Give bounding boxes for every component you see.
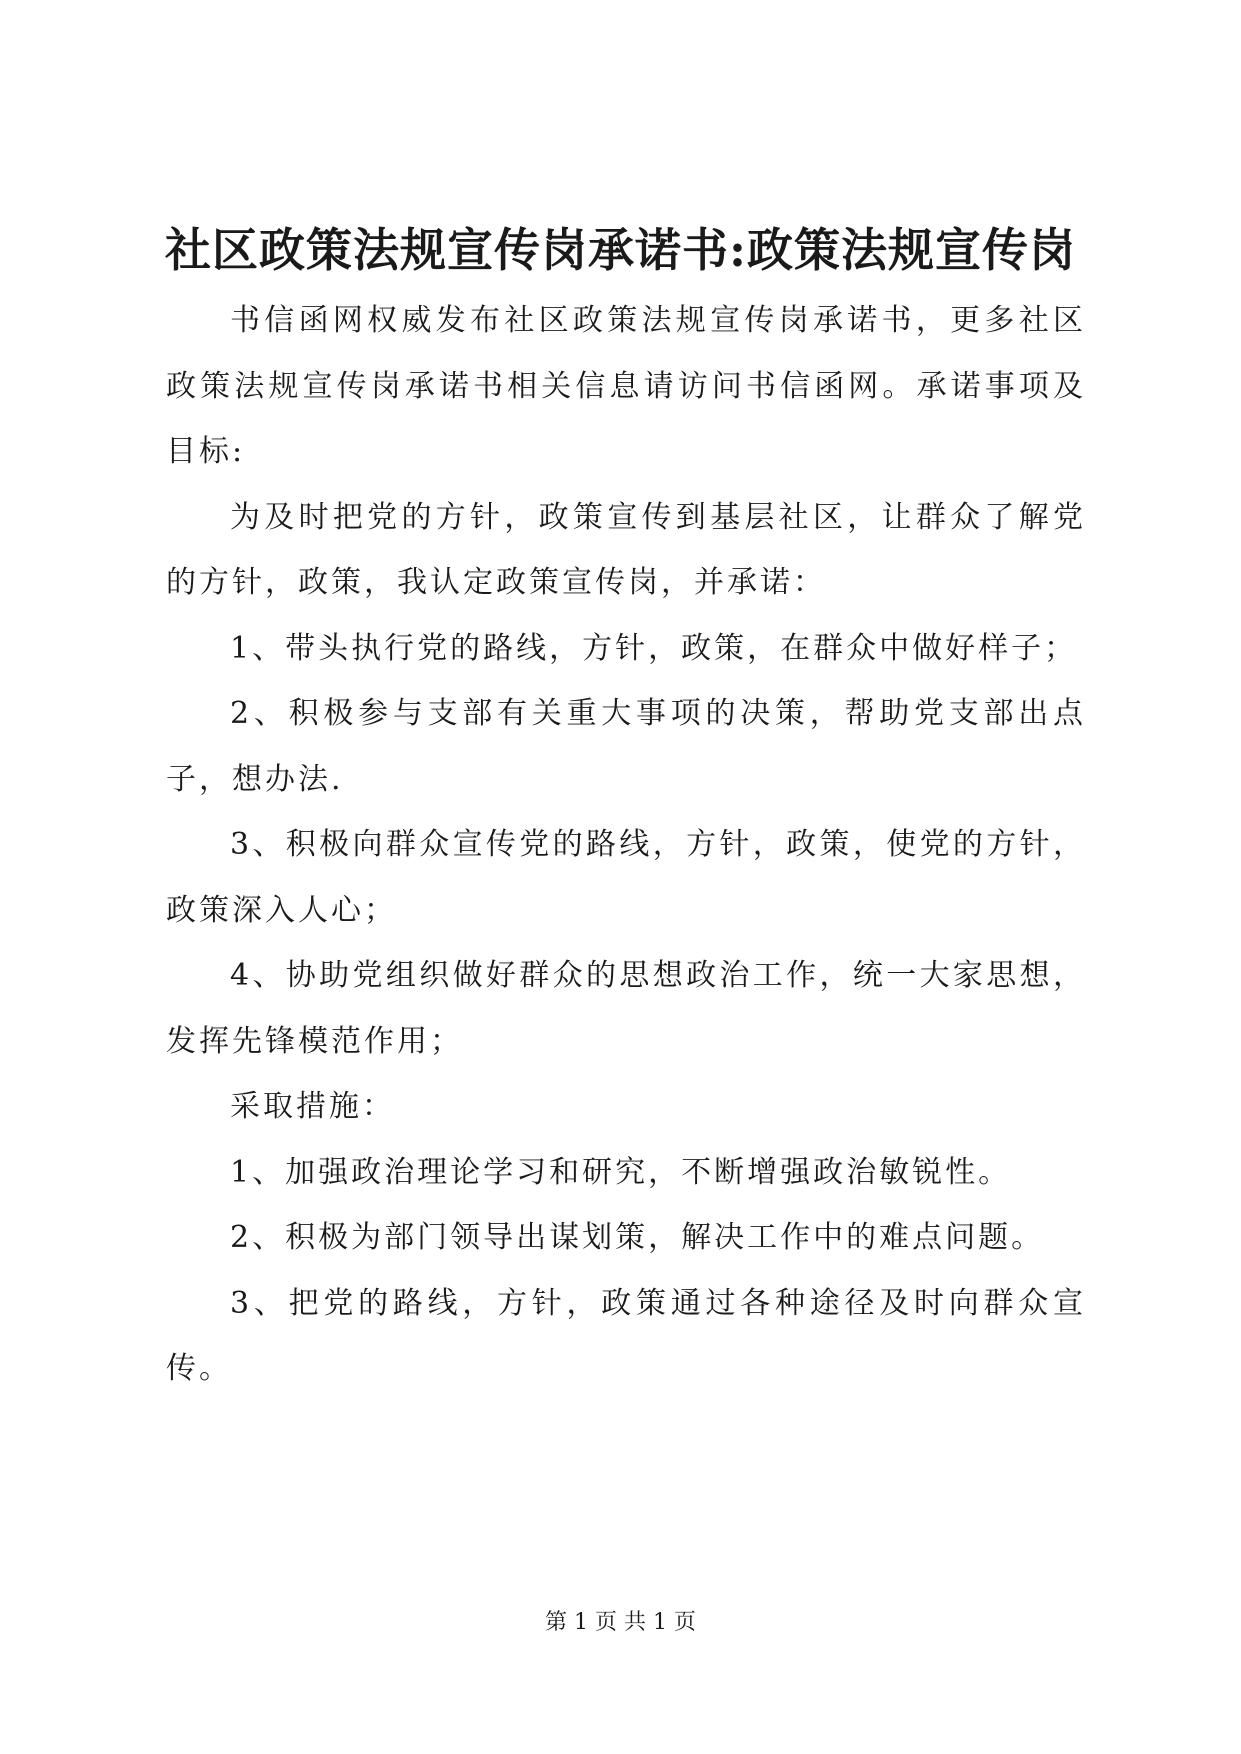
commitment-item-2: 2、积极参与支部有关重大事项的决策，帮助党支部出点子，想办法. — [166, 696, 1086, 797]
measures-heading: 采取措施： — [230, 1089, 395, 1124]
commitment-item-3: 3、积极向群众宣传党的路线，方针，政策，使党的方针，政策深入人心； — [166, 827, 1086, 928]
measure-item-3: 3、把党的路线，方针，政策通过各种途径及时向群众宣传。 — [166, 1285, 1086, 1386]
paragraph-intro: 书信函网权威发布社区政策法规宣传岗承诺书，更多社区政策法规宣传岗承诺书相关信息请访问书信函网。承诺事项及目标: — [166, 303, 1086, 469]
document-body — [166, 288, 1086, 1402]
commitment-item-4: 4、协助党组织做好群众的思想政治工作，统一大家思想，发挥先锋模范作用； — [166, 958, 1086, 1059]
measure-item-2: 2、积极为部门领导出谋划策，解决工作中的难点问题。 — [230, 1220, 1045, 1255]
document-title: 社区政策法规宣传岗承诺书:政策法规宣传岗 — [165, 223, 1076, 277]
commitment-item-1: 1、带头执行党的路线，方针，政策，在群众中做好样子； — [230, 630, 1078, 666]
page-footer: 第 1 页 共 1 页 — [545, 1610, 696, 1635]
paragraph-purpose: 为及时把党的方针，政策宣传到基层社区，让群众了解党的方针，政策，我认定政策宣传岗，并承诺： — [166, 499, 1086, 600]
measure-item-1: 1、加强政治理论学习和研究，不断增强政治敏锐性。 — [230, 1154, 1012, 1190]
